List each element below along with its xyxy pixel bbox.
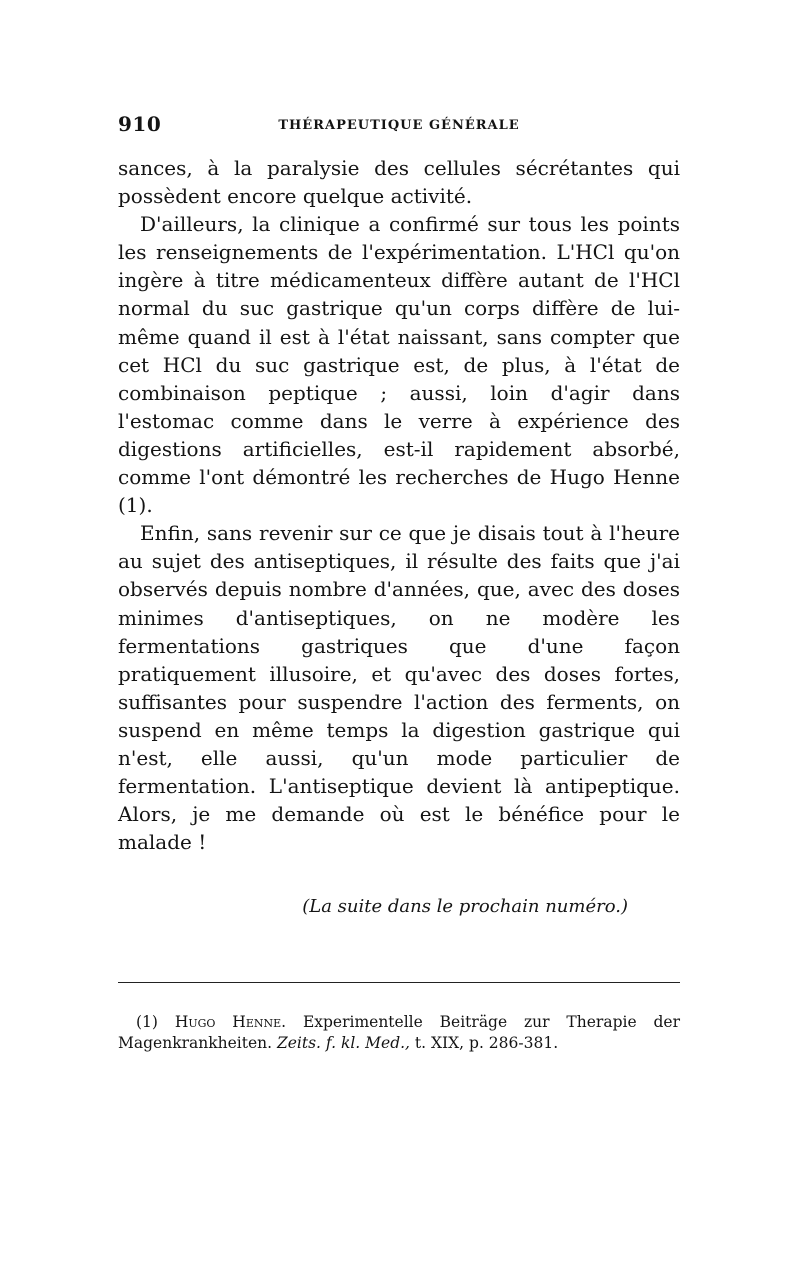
- footnote-divider: [118, 982, 680, 983]
- footnote-marker: (1): [136, 1013, 158, 1031]
- footnote-journal: Zeits. f. kl. Med.,: [276, 1034, 410, 1052]
- paragraph-1: sances, à la paralysie des cellules sécrétantes qui possèdent encore quelque activité.: [118, 156, 680, 209]
- paragraph-2: D'ailleurs, la clinique a confirmé sur tous les points les renseignements de l'expérimentation. L'HCl qu'on ingère à titre médicamenteux diffère autant de l'HCl normal du suc gastrique qu'un corps diffère de lui-même quand il est à l'état naissant, sans compter que cet HCl du suc gastrique est, de plus, à l'état de combinaison peptique ; aussi, loin d'agir dans l'estomac comme dans le verre à expérience des digestions artificielles, est-il rapidement absorbé, comme l'ont démontré les recherches de Hugo Henne (1).: [118, 212, 680, 518]
- document-page: [118, 112, 681, 1052]
- footnote-title: Experimentelle Beiträge zur Therapie der Magenkrankheiten.: [118, 1013, 681, 1052]
- footnote: [118, 1012, 680, 1054]
- footnote-reference: t. XIX, p. 286-381.: [414, 1034, 559, 1052]
- footnote-author: Hugo Henne.: [174, 1013, 287, 1031]
- continuation-note: (La suite dans le prochain numéro.): [302, 896, 628, 918]
- body-text: [118, 154, 680, 856]
- running-title: THÉRAPEUTIQUE GÉNÉRALE: [278, 118, 520, 133]
- running-head: [118, 112, 680, 142]
- page-number: 910: [118, 112, 162, 136]
- paragraph-3: Enfin, sans revenir sur ce que je disais tout à l'heure au sujet des antiseptiques, il résulte des faits que j'ai observés depuis nombre d'années, que, avec des doses minimes d'antiseptiques, on ne modère les fermentations gastriques que d'une façon pratiquement illusoire, et qu'avec des doses fortes, suffisantes pour suspendre l'action des ferments, on suspend en même temps la digestion gastrique qui n'est, elle aussi, qu'un mode particulier de fermentation. L'antiseptique devient là antipeptique. Alors, je me demande où est le bénéfice pour le malade !: [118, 521, 680, 855]
